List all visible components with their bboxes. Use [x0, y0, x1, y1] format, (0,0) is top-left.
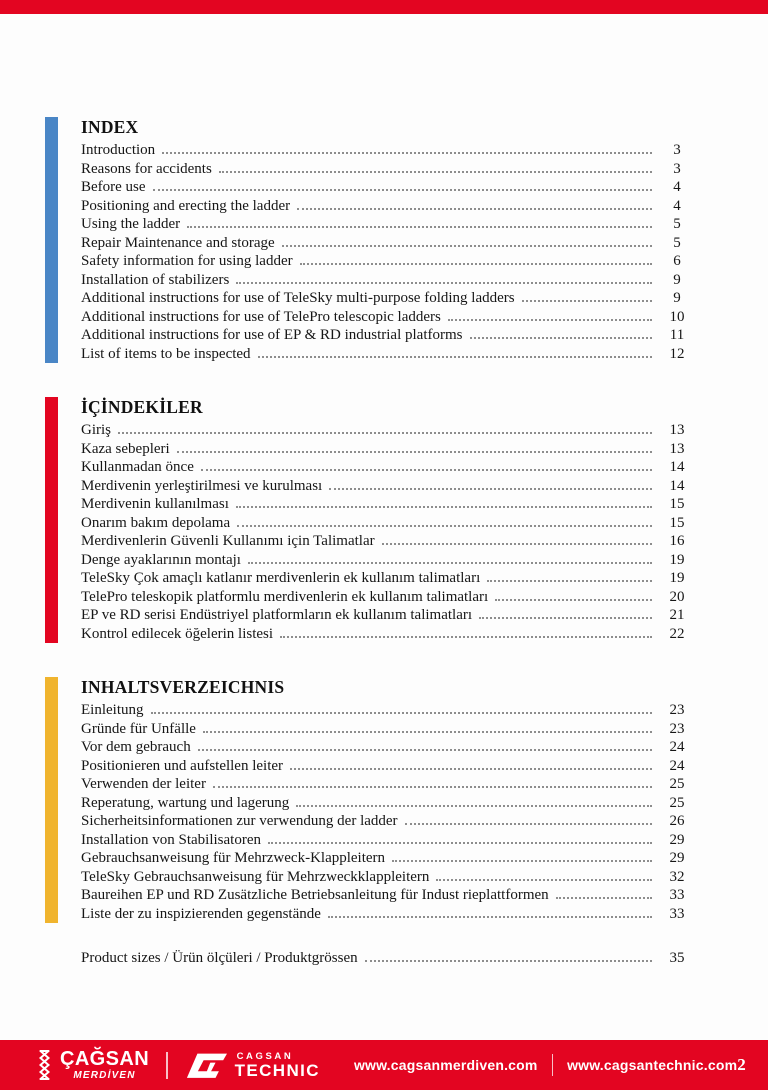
toc-entry [81, 271, 692, 290]
dot-leader [248, 562, 652, 564]
toc-entry-label: Kaza sebepleri [81, 440, 170, 457]
dot-leader [213, 786, 652, 788]
toc-entry [81, 588, 692, 607]
toc-entry [81, 625, 692, 644]
toc-entry-page: 29 [669, 831, 685, 848]
toc-entry-label: Merdivenlerin Güvenli Kullanımı için Talimatlar [81, 533, 375, 549]
toc-entry-label: Liste der zu inspizierenden gegenstände [81, 905, 321, 922]
product-sizes-label: Product sizes / Ürün ölçüleri / Produktgrössen [81, 950, 358, 966]
section-title-english: INDEX [81, 117, 139, 137]
toc-entry-label: Introduction [81, 142, 156, 158]
dot-leader [392, 860, 652, 862]
dot-leader [436, 879, 652, 881]
toc-entry-label: Merdivenin kullanılması [81, 496, 229, 512]
toc-section-english [45, 117, 692, 363]
toc-entry-label: Positionieren und aufstellen leiter [81, 757, 284, 774]
toc-entry-label: Kullanmadan önce [81, 459, 194, 475]
page-number: 2 [737, 1055, 746, 1074]
dot-leader [201, 469, 652, 471]
toc-entry-label: Denge ayaklarının montajı [81, 551, 241, 568]
toc-entry-page: 5 [673, 216, 681, 232]
toc-entry-page: 26 [669, 813, 685, 829]
toc-entry-label: Installation of stabilizers [81, 271, 230, 288]
dot-leader [236, 282, 652, 284]
toc-entry [81, 141, 692, 160]
toc-entry-page: 4 [673, 179, 681, 195]
brand-name: ÇAĞSAN [60, 1048, 150, 1070]
toc-entry [81, 308, 692, 327]
toc-entry-page: 4 [673, 197, 681, 214]
toc-entry-label: Additional instructions for use of EP & RD industrial platforms [81, 327, 463, 343]
dot-leader [177, 451, 652, 453]
toc-entry-page: 24 [669, 739, 685, 755]
toc-entry [81, 532, 692, 551]
toc-entry-page: 29 [669, 850, 685, 866]
dot-leader [495, 599, 652, 601]
footer-divider [166, 1052, 168, 1079]
toc-entry-label: TelePro teleskopik platformlu merdivenlerin ek kullanım talimatları [81, 588, 489, 605]
dot-leader [556, 897, 652, 899]
toc-entry-page: 23 [669, 702, 685, 718]
toc-entry-page: 23 [669, 720, 685, 737]
dot-leader [296, 805, 652, 807]
toc-entry-page: 3 [673, 160, 681, 177]
dot-leader [382, 543, 652, 545]
dot-leader [405, 823, 652, 825]
toc-entry-page: 11 [669, 327, 685, 343]
toc-entry-label: Additional instructions for use of TelePro telescopic ladders [81, 308, 441, 325]
toc-entry [81, 178, 692, 197]
dot-leader [258, 356, 652, 358]
toc-entry-label: Onarım bakım depolama [81, 514, 231, 531]
toc-entry [81, 326, 692, 345]
toc-entry [81, 160, 692, 179]
dot-leader [203, 731, 652, 733]
toc-entry [81, 794, 692, 813]
toc-list-german [81, 701, 692, 923]
dot-leader [153, 189, 652, 191]
product-sizes-entry [81, 949, 692, 968]
toc-entry [81, 440, 692, 459]
toc-entry-page: 9 [673, 271, 681, 288]
toc-entry-page: 33 [669, 905, 685, 922]
toc-entry [81, 458, 692, 477]
toc-entry-page: 15 [669, 514, 685, 531]
dot-leader [219, 171, 652, 173]
dot-leader [198, 749, 652, 751]
toc-entry-page: 19 [669, 570, 685, 586]
toc-entry-page: 21 [669, 607, 685, 623]
toc-entry [81, 477, 692, 496]
dot-leader [290, 768, 652, 770]
section-title-turkish: İÇİNDEKİLER [81, 397, 203, 417]
toc-entry [81, 551, 692, 570]
toc-section-turkish [45, 397, 692, 643]
toc-entry [81, 812, 692, 831]
product-sizes-page: 35 [669, 950, 685, 966]
angled-c-technic-icon [185, 1052, 227, 1079]
toc-entry-label: Sicherheitsinformationen zur verwendung der ladder [81, 813, 398, 829]
dot-leader [448, 319, 652, 321]
top-accent-bar [0, 0, 768, 14]
dot-leader [365, 960, 652, 962]
dot-leader [237, 525, 652, 527]
toc-entry-page: 5 [673, 234, 681, 251]
toc-entry-label: Positioning and erecting the ladder [81, 197, 291, 214]
toc-entry [81, 345, 692, 364]
toc-entry-page: 6 [673, 253, 681, 269]
toc-entry [81, 775, 692, 794]
toc-entry [81, 234, 692, 253]
toc-entry-page: 33 [669, 887, 685, 903]
toc-entry-label: Additional instructions for use of TeleSky multi-purpose folding ladders [81, 290, 515, 306]
toc-entry-label: Using the ladder [81, 216, 181, 232]
toc-entry [81, 606, 692, 625]
toc-entry-label: Gebrauchsanweisung für Mehrzweck-Klappleitern [81, 850, 386, 866]
dot-leader [118, 432, 652, 434]
toc-entry [81, 701, 692, 720]
toc-entry-page: 25 [669, 794, 685, 811]
toc-entry-label: Vor dem gebrauch [81, 739, 191, 755]
toc-entry [81, 738, 692, 757]
toc-entry-label: Einleitung [81, 702, 144, 718]
toc-entry-page: 22 [669, 625, 685, 642]
toc-entry [81, 289, 692, 308]
toc-entry [81, 215, 692, 234]
toc-entry-page: 25 [669, 776, 685, 792]
toc-entry-label: Reperatung, wartung und lagerung [81, 794, 290, 811]
brand-subtitle: MERDİVEN [73, 1070, 136, 1081]
toc-entry [81, 197, 692, 216]
toc-entry-page: 13 [669, 440, 685, 457]
toc-entry-label: Kontrol edilecek öğelerin listesi [81, 625, 274, 642]
dot-leader [268, 842, 652, 844]
toc-entry-page: 24 [669, 757, 685, 774]
dot-leader [151, 712, 653, 714]
accent-bar-blue [45, 117, 58, 363]
toc-list-english [81, 141, 692, 363]
toc-entry-page: 12 [669, 345, 685, 362]
dot-leader [297, 208, 652, 210]
toc-entry [81, 757, 692, 776]
toc-entry [81, 831, 692, 850]
toc-entry-page: 20 [669, 588, 685, 605]
accent-bar-red [45, 397, 58, 643]
toc-entry-label: Safety information for using ladder [81, 253, 293, 269]
ladder-icon [36, 1049, 53, 1082]
dot-leader [162, 152, 652, 154]
accent-bar-yellow [45, 677, 58, 923]
section-title-german: INHALTSVERZEICHNIS [81, 677, 285, 697]
toc-entry-label: Gründe für Unfälle [81, 720, 196, 737]
cagsan-merdiven-logo [36, 1049, 149, 1082]
dot-leader [522, 300, 652, 302]
toc-entry-label: EP ve RD serisi Endüstriyel platformların ek kullanım talimatları [81, 607, 473, 623]
toc-entry [81, 495, 692, 514]
toc-entry-label: TeleSky Gebrauchsanweisung für Mehrzweckklappleitern [81, 868, 430, 885]
toc-entry-label: Reasons for accidents [81, 160, 212, 177]
toc-entry [81, 421, 692, 440]
toc-entry-label: Baureihen EP und RD Zusätzliche Betriebsanleitung für Indust rieplattformen [81, 887, 549, 903]
toc-entry-page: 13 [669, 422, 685, 438]
toc-entry-label: Before use [81, 179, 146, 195]
dot-leader [328, 916, 652, 918]
dot-leader [236, 506, 652, 508]
dot-leader [282, 245, 652, 247]
toc-entry-label: TeleSky Çok amaçlı katlanır merdivenlerin ek kullanım talimatları [81, 570, 481, 586]
toc-entry-label: List of items to be inspected [81, 345, 251, 362]
toc-entry-page: 15 [669, 496, 685, 512]
toc-entry-page: 14 [669, 459, 685, 475]
toc-entry-page: 16 [669, 533, 685, 549]
toc-entry-page: 9 [673, 290, 681, 306]
dot-leader [479, 617, 652, 619]
toc-list-turkish [81, 421, 692, 643]
toc-entry-page: 19 [669, 551, 685, 568]
toc-entry [81, 720, 692, 739]
footer-url-divider [552, 1054, 554, 1076]
toc-entry [81, 849, 692, 868]
toc-entry-page: 10 [669, 308, 685, 325]
dot-leader [329, 488, 652, 490]
toc-entry [81, 514, 692, 533]
dot-leader [300, 263, 652, 265]
dot-leader [470, 337, 653, 339]
toc-entry-label: Merdivenin yerleştirilmesi ve kurulması [81, 477, 323, 494]
technic-brand-top: CAGSAN [236, 1050, 294, 1062]
toc-entry [81, 886, 692, 905]
toc-entry-label: Giriş [81, 422, 111, 438]
toc-entry-page: 32 [669, 868, 685, 885]
footer-url-merdiven: www.cagsanmerdiven.com [353, 1057, 538, 1073]
toc-entry-page: 3 [673, 142, 681, 158]
footer-url-technic: www.cagsantechnic.com [567, 1057, 738, 1073]
dot-leader [487, 580, 652, 582]
toc-entry-label: Repair Maintenance and storage [81, 234, 275, 251]
toc-entry-label: Verwenden der leiter [81, 776, 206, 792]
toc-entry-label: Installation von Stabilisatoren [81, 831, 261, 848]
toc-entry [81, 252, 692, 271]
dot-leader [187, 226, 652, 228]
toc-entry [81, 569, 692, 588]
toc-entry [81, 905, 692, 924]
toc-entry-page: 14 [669, 477, 685, 494]
toc-section-german [45, 677, 692, 923]
cagsan-technic-logo [185, 1052, 320, 1079]
toc-entry [81, 868, 692, 887]
technic-brand-bottom: TECHNIC [234, 1060, 320, 1080]
footer [0, 1040, 768, 1090]
dot-leader [280, 636, 652, 638]
